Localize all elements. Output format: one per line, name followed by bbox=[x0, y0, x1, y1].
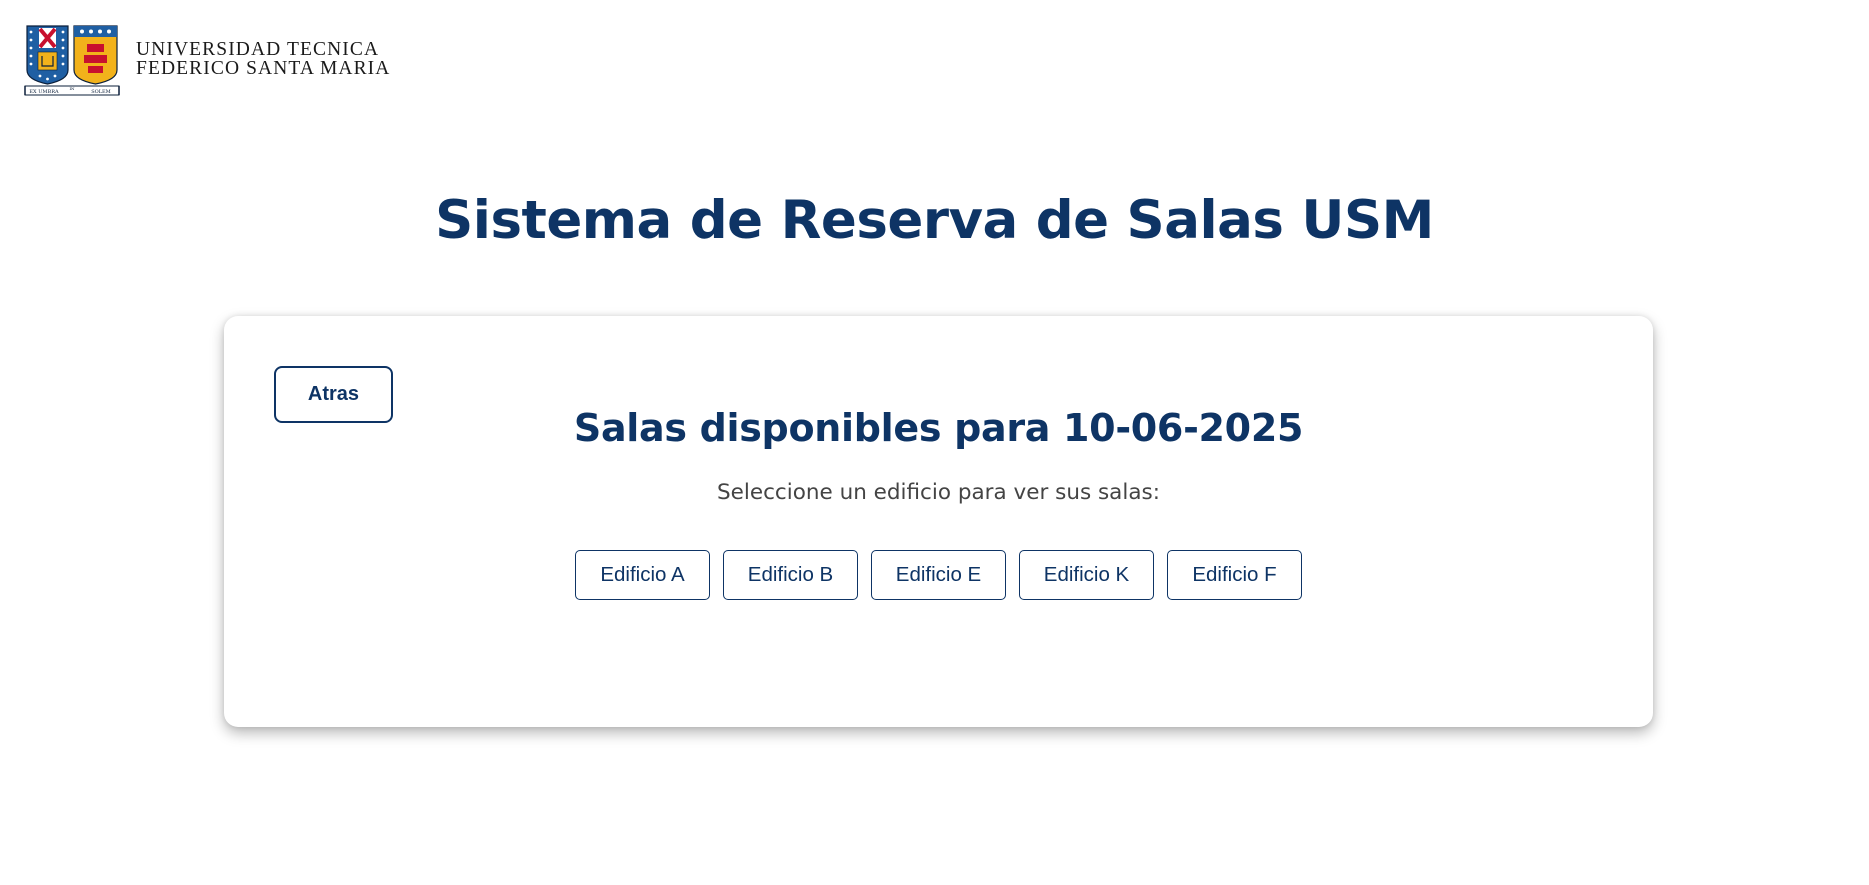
building-f-button[interactable]: Edificio F bbox=[1167, 550, 1302, 600]
availability-card bbox=[224, 316, 1653, 727]
back-button[interactable]: Atras bbox=[274, 366, 393, 423]
building-b-button[interactable]: Edificio B bbox=[723, 550, 858, 600]
university-name-line-2: FEDERICO SANTA MARIA bbox=[136, 58, 391, 79]
university-name bbox=[136, 40, 390, 78]
building-button-list bbox=[224, 550, 1653, 600]
crest-motto-left: EX UMBRA bbox=[29, 89, 59, 95]
available-rooms-heading: Salas disponibles para 10-06-2025 bbox=[573, 406, 1304, 450]
building-k-button[interactable]: Edificio K bbox=[1019, 550, 1154, 600]
page-title: Sistema de Reserva de Salas USM bbox=[435, 190, 1434, 251]
building-e-button[interactable]: Edificio E bbox=[871, 550, 1006, 600]
building-a-button[interactable]: Edificio A bbox=[575, 550, 710, 600]
university-crest-icon bbox=[24, 24, 120, 96]
university-logo[interactable] bbox=[24, 24, 390, 96]
select-building-instruction: Seleccione un edificio para ver sus salas: bbox=[717, 480, 1160, 505]
crest-motto-right: SOLEM bbox=[91, 89, 111, 95]
university-name-line-1: UNIVERSIDAD TECNICA bbox=[136, 39, 380, 60]
crest-motto-mid: IN bbox=[69, 86, 75, 91]
